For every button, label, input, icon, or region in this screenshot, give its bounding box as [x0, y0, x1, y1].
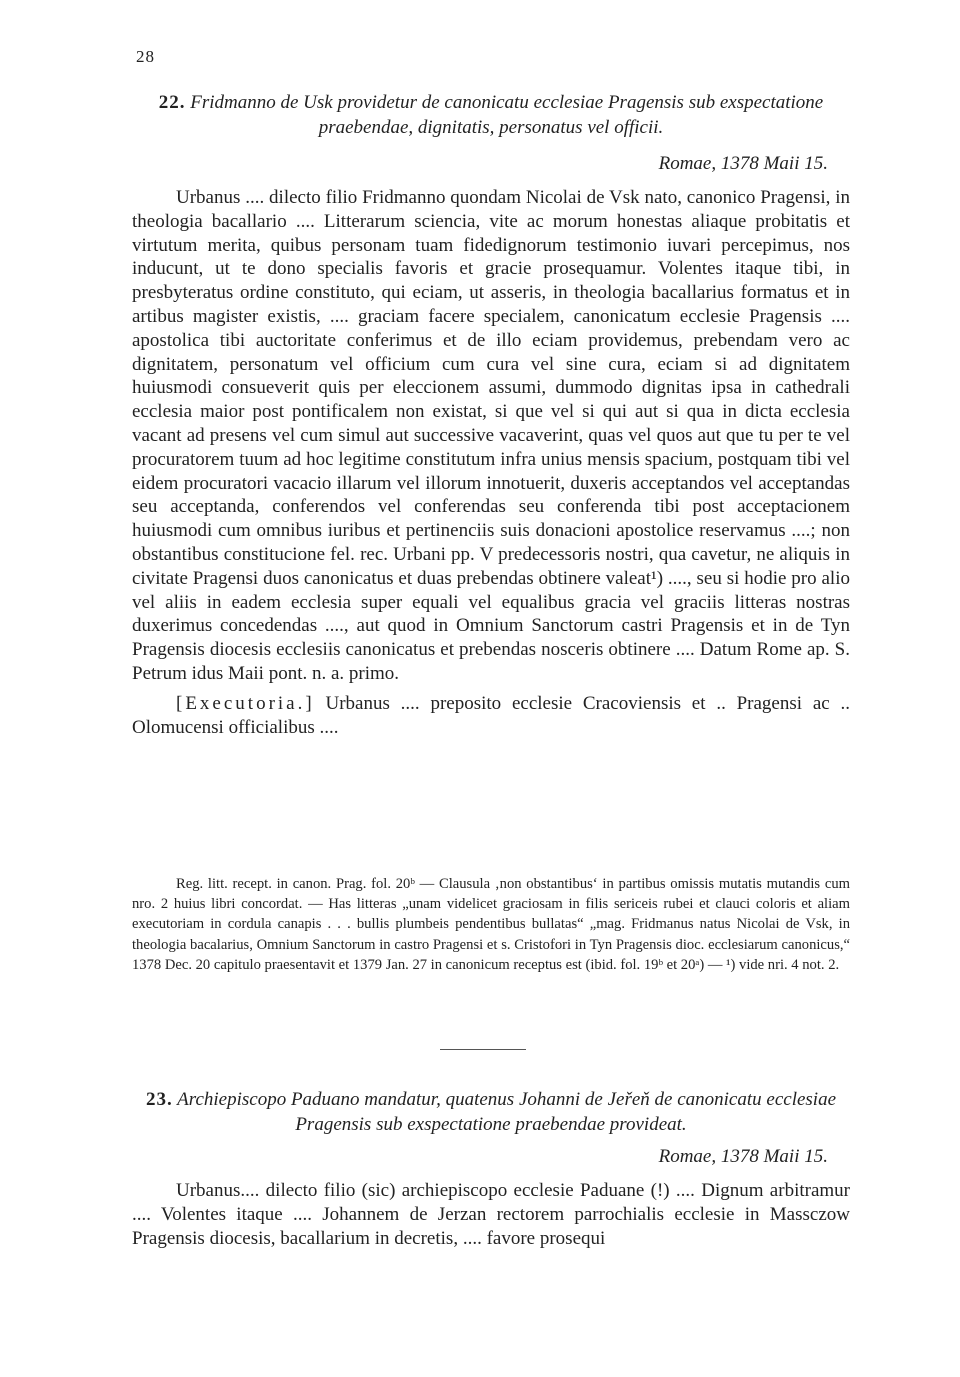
entry-body: Urbanus .... dilecto filio Fridmanno quondam Nicolai de Vsk nato, canonico Pragensi, in theologia bacallario .... Litterarum sciencia, vite ac morum honestas aliaque probitatis et virtutum merita, quibus personam tuam fidedignorum testimonio iuvari percepimus, nos inducunt, ut te dono specialis favoris et gracie prosequamur. Volentes itaque tibi, in presbyteratus ordine constituto, qui eciam, ut asseris, in theologia bacallarius formatus et in artibus magister existis, .... graciam facere specialem, canonicatum ecclesie Pragensis .... apostolica tibi auctoritate conferimus et de illo eciam providemus, prebendam vero ac dignitatem, personatum vel officium cum cura vel sine cura, eciam si ad dignitatem huiusmodi consueverit quis per eleccionem assumi, dummodo dignitas ipsa in cathedrali ecclesia maior post pontificalem non existat, si que vel si qui aut si qua in dicta ecclesia vacant ad presens vel cum simul aut successive vacaverint, quas vel quos aut que tu per te vel procuratorem tuum ad hoc legitime constitutum infra unius mensis spacium, postquam tibi vel eidem procuratori vacacio illarum vel illorum innotuerit, duxeris acceptandos vel acceptandas seu acceptanda, conferendos vel conferendas seu conferenda tibi post acceptacionem huiusmodi cum omnibus iuribus et pertinenciis suis donacioni apostolice reservamus ....; non obstantibus constitucione fel. rec. Urbani pp. V predecessoris nostri, qua cavetur, ne aliquis in civitate Pragensi duos canonicatus et duas prebendas obtinere valeat¹) ...., seu si hodie pro alio vel aliis in eadem ecclesia super equali vel equalibus gracia vel graciis litteras nostras duxerimus concedendas ...., aut quod in Omnium Sanctorum castri Pragensis et in de Tyn Pragensis diocesis ecclesiis canonicatus et prebendas nosceris obtinere .... Datum Rome ap. S. Petrum idus Maii pont. n. a. primo. — [132, 187, 850, 684]
entry-23 — [132, 1087, 850, 1250]
entry-22-notes — [132, 874, 850, 975]
entry-number: 23. — [145, 1089, 173, 1110]
page-number: 28 — [136, 47, 155, 66]
entry-dateline: Romae, 1378 Maii 15. — [658, 153, 828, 174]
entry-22 — [132, 90, 850, 739]
entry-dateline: Romae, 1378 Maii 15. — [658, 1146, 828, 1167]
section-divider — [440, 1049, 526, 1050]
entry-body: Urbanus.... dilecto filio (sic) archiepiscopo ecclesie Paduane (!) .... Dignum arbitramur .... Volentes itaque .... Johannem de Jerzan rectorem parrochialis ecclesie in Massczow Pragensis diocesis, bacallarium in decretis, .... favore prosequi — [132, 1180, 850, 1249]
footnote-text: Reg. litt. recept. in canon. Prag. fol. 20ᵇ — Clausula ‚non obstantibus‘ in partibus omissis mutatis mutandis cum nro. 2 huius libri concordat. — Has litteras „unam videlicet graciosam in filis sericeis rubei et clauci coloris et aliam executoriam in cordula canapis . . . bullis plumbeis pendentibus bullatas“ „mag. Fridmanus natus Nicolai de Vsk, in theologia bacalarius, Omnium Sanctorum in castro Pragensi et s. Cristofori in Tyn Pragensis dioc. ecclesiarum canonicus,“ 1378 Dec. 20 capitulo praesentavit et 1379 Jan. 27 in canonicum receptus est (ibid. fol. 19ᵇ et 20ᵃ) — ¹) vide nri. 4 not. 2. — [132, 876, 850, 973]
executoria-label: [Executoria.] — [176, 692, 315, 714]
entry-title: Fridmanno de Usk providetur de canonicatu ecclesiae Pragensis sub exspectatione praebendae, dignitatis, personatus vel officii. — [190, 92, 824, 138]
entry-number: 22. — [158, 92, 186, 113]
entry-heading — [132, 1087, 850, 1137]
executoria-text: Urbanus .... preposito ecclesie Cracoviensis et .. Pragensi ac .. Olomucensi officialibus .... — [132, 692, 850, 738]
entry-heading — [132, 90, 850, 140]
entry-title: Archiepiscopo Paduano mandatur, quatenus Johanni de Jeřeň de canonicatu ecclesiae Pragensis sub exspectatione praebendae provideat. — [177, 1089, 837, 1135]
executoria-paragraph — [132, 692, 850, 740]
